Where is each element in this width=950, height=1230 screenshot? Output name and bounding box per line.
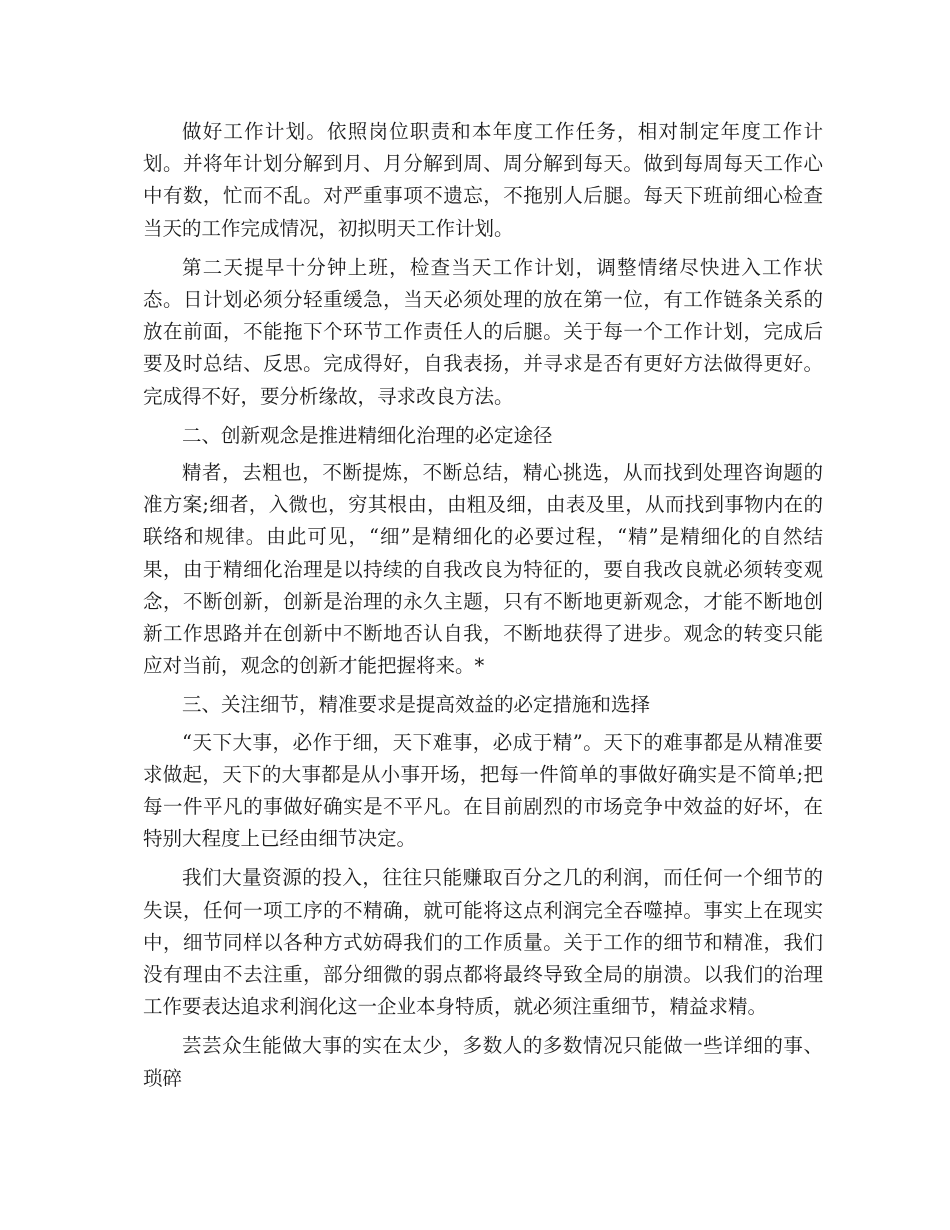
document-body [143, 116, 823, 1102]
paragraph-resources: 我们大量资源的投入，往往只能赚取百分之几的利润，而任何一个细节的失误，任何一项工序的不精确，就可能将这点利润完全吞噬掉。事实上在现实中，细节同样以各种方式妨碍我们的工作质量。关于工作的细节和精准，我们没有理由不去注重，部分细微的弱点都将最终导致全局的崩溃。以我们的治理工作要表达追求利润化这一企业本身特质，就必须注重细节，精益求精。 [143, 866, 823, 1019]
paragraph-multitude: 芸芸众生能做大事的实在太少，多数人的多数情况只能做一些详细的事、琐碎 [143, 1034, 823, 1090]
paragraph-refinement: 精者，去粗也，不断提炼，不断总结，精心挑选，从而找到处理咨询题的准方案;细者，入微也，穷其根由，由粗及细，由表及里，从而找到事物内在的联络和规律。由此可见，“细”是精细化的必要过程，“精”是精细化的自然结果，由于精细化治理是以持续的自我改良为特征的，要自我改良就必须转变观念，不断创新，创新是治理的永久主题，只有不断地更新观念，才能不断地创新工作思路并在创新中不断地否认自我，不断地获得了进步。观念的转变只能应对当前，观念的创新才能把握将来。* [143, 461, 823, 678]
section-heading-innovation: 二、创新观念是推进精细化治理的必定途径 [182, 423, 553, 447]
paragraph-next-day: 第二天提早十分钟上班，检查当天工作计划，调整情绪尽快进入工作状态。日计划必须分轻重缓急，当天必须处理的放在第一位，有工作链条关系的放在前面，不能拖下个环节工作责任人的后腿。关于每一个工作计划，完成后要及时总结、反思。完成得好，自我表扬，并寻求是否有更好方法做得更好。完成得不好，要分析缘故，寻求改良方法。 [143, 255, 823, 408]
section-heading-details: 三、关注细节，精准要求是提高效益的必定措施和选择 [182, 693, 651, 717]
paragraph-work-plan: 做好工作计划。依照岗位职责和本年度工作任务，相对制定年度工作计划。并将年计划分解到月、月分解到周、周分解到每天。做到每周每天工作心中有数，忙而不乱。对严重事项不遗忘，不拖别人后腿。每天下班前细心检查当天的工作完成情况，初拟明天工作计划。 [143, 120, 823, 240]
paragraph-great-things: “天下大事，必作于细，天下难事，必成于精”。天下的难事都是从精准要求做起，天下的大事都是从小事开场，把每一件简单的事做好确实是不简单;把每一件平凡的事做好确实是不平凡。在目前剧烈的市场竞争中效益的好坏，在特别大程度上已经由细节决定。 [143, 730, 823, 851]
